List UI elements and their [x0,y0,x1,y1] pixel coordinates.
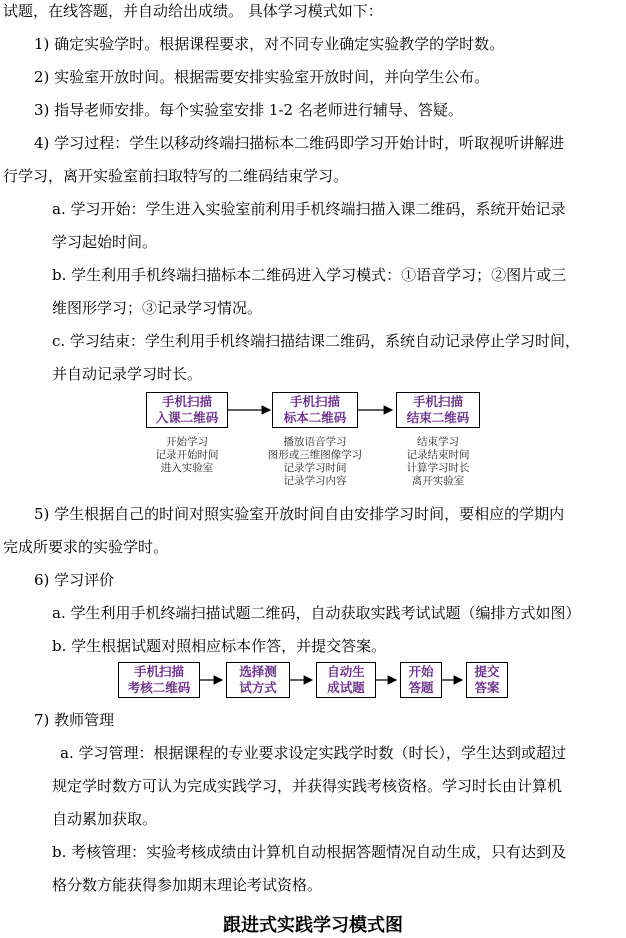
flow1-box-enter: 手机扫描 入课二维码 [146,392,228,428]
text-line-3: 3) 指导老师安排。每个实验室安排 1-2 名老师进行辅导、答疑。 [34,101,463,119]
text-line-18: a. 学习管理：根据课程的专业要求设定实践学时数（时长），学生达到或超过 [60,744,566,762]
flow1-box-end: 手机扫描 结束二维码 [396,392,480,428]
text-line-4: 4) 学习过程：学生以移动终端扫描标本二维码即学习开始计时，听取视听讲解进 [34,134,565,152]
flow1-note-end: 结束学习 记录结束时间 计算学习时长 离开实验室 [406,436,470,487]
text-line-8: b. 学生利用手机终端扫描标本二维码进入学习模式：①语音学习；②图片或三 [52,266,567,284]
flow2-box-answer: 开始 答题 [400,662,442,698]
text-line-2: 2) 实验室开放时间。根据需要安排实验室开放时间，并向学生公布。 [34,68,490,86]
figure-caption: 跟进式实践学习模式图 [223,915,403,936]
flow2-box-generate: 自动生 成试题 [316,662,376,698]
flow1-note-specimen: 播放语音学习 图形或三维图像学习 记录学习时间 记录学习内容 [267,436,363,487]
text-line-19: 规定学时数方可认为完成实践学习，并获得实践考核资格。学习时长由计算机 [52,777,563,795]
text-line-0: 试题，在线答题，并自动给出成绩。 具体学习模式如下： [3,2,383,20]
text-line-20: 自动累加获取。 [52,810,158,828]
text-line-14: 6) 学习评价 [34,571,115,589]
flow1-box-specimen: 手机扫描 标本二维码 [272,392,358,428]
flow2-box-scan: 手机扫描 考核二维码 [118,662,200,698]
text-line-22: 格分数方能获得参加期末理论考试资格。 [52,876,323,894]
flow2-box-select: 选择测 试方式 [226,662,290,698]
text-line-17: 7) 教师管理 [34,711,115,729]
text-line-10: c. 学习结束：学生利用手机终端扫描结课二维码，系统自动记录停止学习时间， [52,332,580,350]
text-line-13: 完成所要求的实验学时。 [3,538,169,556]
text-line-15: a. 学生利用手机终端扫描试题二维码，自动获取实践考试试题（编排方式如图） [52,604,581,622]
text-line-12: 5) 学生根据自己的时间对照实验室开放时间自由安排学习时间，要相应的学期内 [34,505,565,523]
text-line-11: 并自动记录学习时长。 [52,365,203,383]
flow1-note-enter: 开始学习 记录开始时间 进入实验室 [155,436,219,474]
text-line-5: 行学习，离开实验室前扫取特写的二维码结束学习。 [3,167,349,185]
text-line-9: 维图形学习；③记录学习情况。 [52,299,263,317]
text-line-6: a. 学习开始：学生进入实验室前利用手机终端扫描入课二维码，系统开始记录 [52,200,566,218]
text-line-7: 学习起始时间。 [52,233,158,251]
flow2-box-submit: 提交 答案 [466,662,508,698]
text-line-1: 1) 确定实验学时。根据课程要求，对不同专业确定实验教学的学时数。 [34,35,505,53]
text-line-21: b. 考核管理：实验考核成绩由计算机自动根据答题情况自动生成，只有达到及 [52,843,567,861]
text-line-16: b. 学生根据试题对照相应标本作答，并提交答案。 [52,637,387,655]
